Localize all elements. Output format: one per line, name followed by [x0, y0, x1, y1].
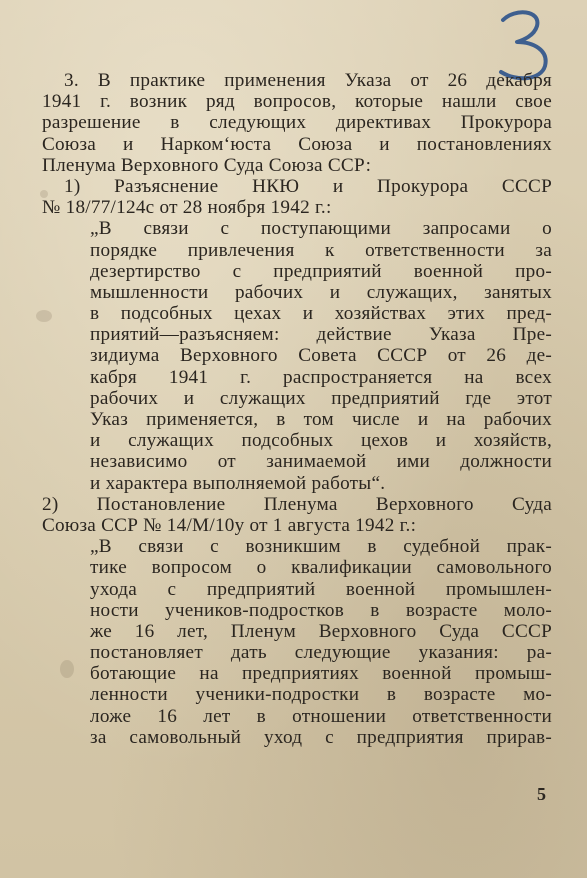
text-line: дезертирство с предприятий военной про- [90, 260, 552, 282]
text-line: ленности ученики-подростки в возрасте мо- [90, 684, 552, 706]
text-line: в подсобных цехах и хозяйствах этих пред- [90, 303, 552, 325]
text-line: кабря 1941 г. распространяется на всех [90, 366, 552, 388]
text-line: приятий—разъясняем: действие Указа Пре- [90, 324, 552, 346]
text-line: 3. В практике применения Указа от 26 декабря [64, 70, 552, 91]
text-line: ности учеников-подростков в возрасте моло- [90, 599, 552, 621]
text-line: независимо от занимаемой ими должности [90, 451, 552, 473]
text-line: Пленума Верховного Суда Союза ССР: [42, 154, 372, 176]
text-line: тике вопросом о квалификации самовольного [90, 557, 552, 579]
text-line: рабочих и служащих предприятий где этот [90, 387, 552, 409]
text-line: „В связи с возникшим в судебной прак- [90, 536, 552, 558]
text-line: разрешение в следующих директивах Прокурора [42, 112, 552, 134]
text-line: же 16 лет, Пленум Верховного Суда СССР [90, 620, 552, 642]
text-line: 1941 г. возник ряд вопросов, которые нашли свое [42, 91, 552, 113]
text-line: порядке привлечения к ответственности за [90, 239, 552, 261]
text-line: за самовольный уход с предприятия прирав- [90, 726, 552, 748]
text-line: ухода с предприятий военной промышлен- [90, 578, 552, 600]
text-line: и характера выполняемой работы“. [90, 472, 386, 494]
text-line: Союза и Нарком‘юста Союза и постановлениях [42, 133, 552, 155]
text-line: № 18/77/124с от 28 ноября 1942 г.: [42, 197, 332, 219]
text-line: ложе 16 лет в отношении ответственности [90, 705, 552, 727]
text-line: мышленности рабочих и служащих, занятых [90, 281, 552, 303]
text-line: „В связи с поступающими запросами о [90, 218, 552, 240]
text-line: Указ применяется, в том числе и на рабочих [90, 409, 552, 430]
text-line: 2) Постановление Пленума Верховного Суда [42, 493, 552, 515]
text-line: ботающие на предприятиях военной промыш- [90, 663, 552, 685]
text-line: Союза ССР № 14/М/10у от 1 августа 1942 г.: [42, 514, 417, 536]
text-line: постановляет дать следующие указания: ра- [90, 642, 552, 664]
text-line: 1) Разъяснение НКЮ и Прокурора СССР [64, 175, 552, 197]
text-line: и служащих подсобных цехов и хозяйств, [90, 430, 552, 452]
text-line: зидиума Верховного Совета СССР от 26 де- [90, 345, 552, 367]
document-text [42, 70, 552, 748]
page-number: 5 [537, 784, 546, 804]
